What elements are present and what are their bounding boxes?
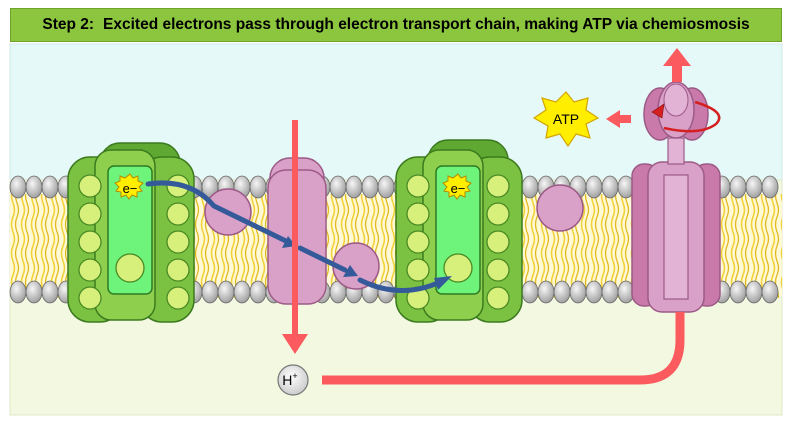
phospholipid-head xyxy=(522,281,538,303)
phospholipid-head xyxy=(730,281,746,303)
phospholipid-head xyxy=(202,281,218,303)
phospholipid-head xyxy=(602,176,618,198)
phospholipid-head xyxy=(378,176,394,198)
phospholipid-head xyxy=(746,281,762,303)
proton-charge: + xyxy=(292,371,298,381)
atp-synthase-stalk xyxy=(668,138,684,164)
phospholipid-head xyxy=(10,176,26,198)
phospholipid-head xyxy=(762,176,778,198)
atp-label: ATP xyxy=(552,111,580,127)
phospholipid-head xyxy=(730,176,746,198)
phospholipid-head xyxy=(330,176,346,198)
atp-synthase xyxy=(632,82,720,312)
phospholipid-head xyxy=(250,176,266,198)
phospholipid-head xyxy=(586,281,602,303)
phospholipid-head xyxy=(538,281,554,303)
phospholipid-head xyxy=(234,281,250,303)
phospholipid-head xyxy=(362,176,378,198)
phospholipid-head xyxy=(554,281,570,303)
phospholipid-head xyxy=(586,176,602,198)
phospholipid-head xyxy=(346,176,362,198)
phospholipid-head xyxy=(762,281,778,303)
phospholipid-head xyxy=(250,281,266,303)
ferredoxin-carrier xyxy=(537,185,583,231)
phospholipid-head xyxy=(26,281,42,303)
phospholipid-head xyxy=(26,176,42,198)
photosystem-ii xyxy=(68,143,194,322)
step-number: Step 2: xyxy=(42,16,95,33)
proton-h-plus xyxy=(278,365,308,395)
phospholipid-head xyxy=(10,281,26,303)
proton-label: H xyxy=(282,372,293,388)
electron-label: e− xyxy=(122,181,138,196)
phospholipid-head xyxy=(42,281,58,303)
photosystem-i xyxy=(396,140,522,322)
phospholipid-head xyxy=(522,176,538,198)
phospholipid-head xyxy=(602,281,618,303)
electron-label: e− xyxy=(450,181,466,196)
phospholipid-head xyxy=(218,281,234,303)
phospholipid-head xyxy=(42,176,58,198)
step-title: Excited electrons pass through electron transport chain, making ATP via chemiosmosis xyxy=(103,16,750,33)
phospholipid-head xyxy=(746,176,762,198)
phospholipid-head xyxy=(570,281,586,303)
